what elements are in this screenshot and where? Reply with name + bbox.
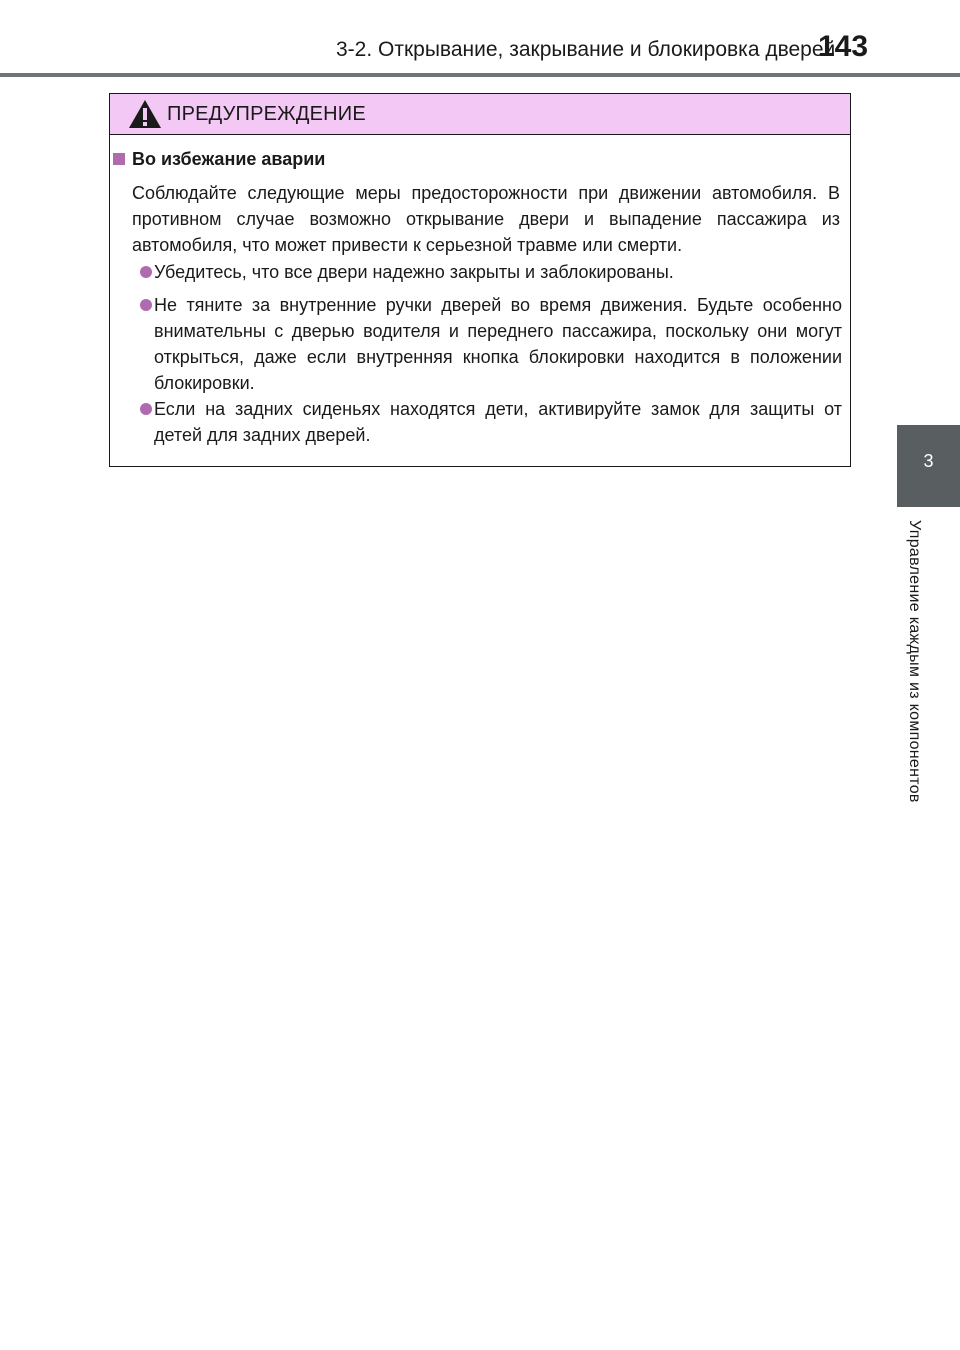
warning-label: ПРЕДУПРЕЖДЕНИЕ <box>167 103 366 125</box>
warning-intro-text: Соблюдайте следующие меры предосторожности при движении автомобиля. В противном случае возможно открывание двери и выпадение пассажира из автомобиля, что может привести к серьезной травме или смерти. <box>132 183 840 255</box>
round-bullet-icon <box>140 266 152 278</box>
list-item-text: Не тяните за внутренние ручки дверей во время движения. Будьте особенно внимательны с дверью водителя и переднего пассажира, поскольку они могут открыться, даже если внутренняя кнопка блокировки находится в положении блокировки. <box>154 295 842 393</box>
square-bullet-icon <box>113 153 125 165</box>
page-number: 143 <box>818 30 869 63</box>
round-bullet-icon <box>140 299 152 311</box>
list-item-text: Если на задних сиденьях находятся дети, активируйте замок для защиты от детей для задних дверей. <box>154 399 842 445</box>
section-heading-text: Во избежание аварии <box>132 149 326 169</box>
warning-box <box>109 93 851 467</box>
chapter-tab[interactable] <box>897 425 960 507</box>
chapter-side-label: Управление каждым из компонентов <box>906 520 923 803</box>
list-item-text: Убедитесь, что все двери надежно закрыты и заблокированы. <box>154 262 674 282</box>
running-header-title: 3-2. Открывание, закрывание и блокировка дверей <box>336 38 836 61</box>
header-divider <box>0 73 960 77</box>
round-bullet-icon <box>140 403 152 415</box>
chapter-number: 3 <box>923 451 934 471</box>
warning-triangle-icon <box>128 99 162 129</box>
warning-header <box>110 94 850 135</box>
